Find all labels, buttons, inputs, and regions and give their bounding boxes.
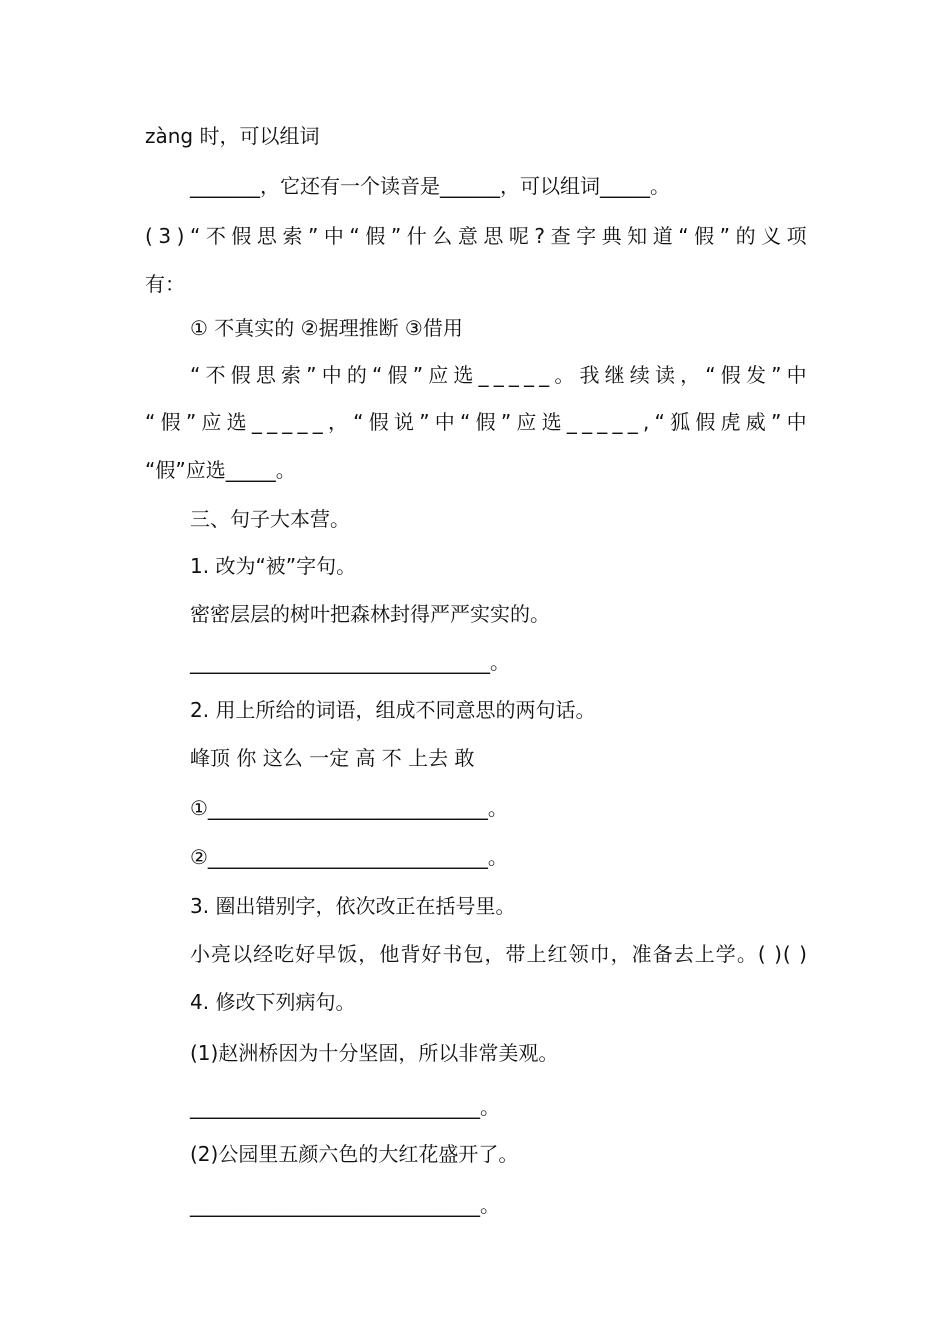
question-title: 4. 修改下列病句。 (190, 990, 356, 1014)
section-heading: 三、句子大本营。 (190, 507, 350, 531)
answer-blank: _____________________________。 (190, 1095, 500, 1119)
answer-blank: _____________________________。 (190, 1193, 500, 1217)
fill-in-line: “ 假 ” 应 选 _ _ _ _ _ ， “ 假 说 ” 中 “ 假 ” 应 选 _ _ _ _ _ , “ 狐 假 虎 威 ” 中 (145, 410, 807, 434)
text-line: (2)公园里五颜六色的大红花盛开了。 (190, 1142, 519, 1166)
question-title: 3. 圈出错别字，依次改正在括号里。 (190, 894, 516, 918)
options-line: ① 不真实的 ②据理推断 ③借用 (190, 316, 463, 340)
text-line: (1)赵洲桥因为十分坚固，所以非常美观。 (190, 1041, 559, 1065)
answer-blank: ______________________________。 (190, 650, 510, 674)
answer-blank: ②____________________________。 (190, 845, 508, 869)
fill-in-line: “假”应选_____。 (145, 458, 296, 482)
question-title: 2. 用上所给的词语，组成不同意思的两句话。 (190, 698, 596, 722)
question-title: 1. 改为“被”字句。 (190, 554, 357, 578)
text-line: zàng 时，可以组词 (145, 124, 320, 148)
fill-in-line: _______，它还有一个读音是______，可以组词_____。 (190, 174, 670, 198)
answer-blank: ①____________________________。 (190, 796, 508, 820)
word-list: 峰顶 你 这么 一定 高 不 上去 敢 (190, 746, 475, 770)
text-line: 小 亮 以 经 吃 好 早 饭 ， 他 背 好 书 包 ， 带 上 红 领 巾 ， 准 备 去 上 学 。 ( ) ( ) (190, 942, 807, 966)
question-line: ( 3 ) “ 不 假 思 索 ” 中 “ 假 ” 什 么 意 思 呢 ? 查 字 典 知 道 “ 假 ” 的 义 项 (145, 224, 807, 248)
text-line: 有： (145, 272, 185, 296)
text-line: 密密层层的树叶把森林封得严严实实的。 (190, 602, 550, 626)
fill-in-line: “ 不 假 思 索 ” 中 的 “ 假 ” 应 选 _ _ _ _ _ 。 我 继 续 读 ， “ 假 发 ” 中 (190, 363, 807, 387)
